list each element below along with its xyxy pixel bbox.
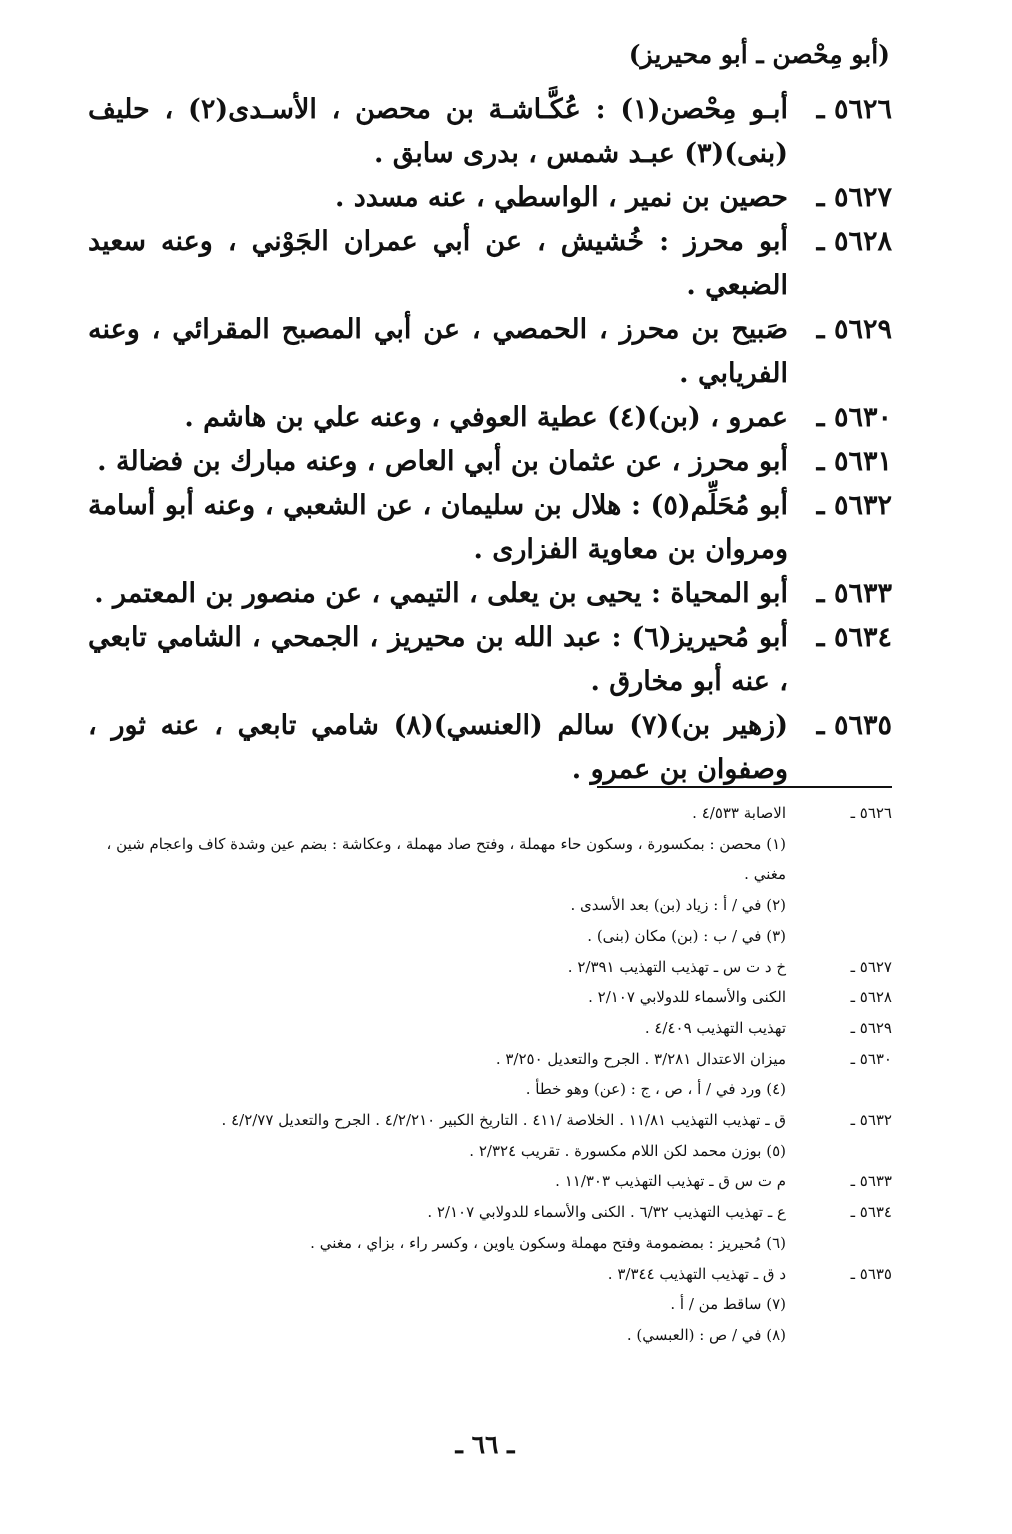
footnote-ref-number: ٥٦٢٧ ـ — [850, 957, 892, 976]
footnote-ref-number: ٥٦٣٢ ـ — [850, 1111, 892, 1130]
entry-text: أبو المحياة : يحيى بن يعلى ، التيمي ، عن منصور بن المعتمر . — [94, 578, 788, 609]
footnote — [84, 1074, 892, 1105]
entry-number: ٥٦٣١ ـ — [816, 446, 892, 477]
footnote — [84, 982, 892, 1013]
footnote — [84, 1105, 892, 1136]
footnote — [84, 1197, 892, 1228]
footnote-text: (٤) ورد في / أ ، ص ، ج : (عن) وهو خطأ . — [525, 1080, 786, 1099]
footnote-ref-number: ٥٦٢٩ ـ — [850, 1018, 892, 1037]
footnote — [84, 798, 892, 829]
entry-text: أبو مُحيريز(٦) : عبد الله بن محيريز ، الجمحي ، الشامي تابعي ، عنه أبو مخارق . — [88, 622, 788, 697]
entry-text: أبو محرز : خُشيش ، عن أبي عمران الجَوْني ، وعنه سعيد الضبعي . — [88, 226, 788, 301]
footnote-text: (١) محصن : بمكسورة ، وسكون حاء مهملة ، وفتح صاد مهملة ، وعكاشة : بضم عين وشدة كاف واعجام شين ، مغني . — [106, 834, 786, 884]
entry-text: (زهير بن)(٧) سالم (العنسي)(٨) شامي تابعي ، عنه ثور ، وصفوان بن عمرو . — [88, 710, 788, 785]
footnote-divider — [597, 786, 892, 788]
footnote-text: ميزان الاعتدال ٣/٢٨١ . الجرح والتعديل ٣/٢٥٠ . — [495, 1049, 786, 1068]
footnote-text: تهذيب التهذيب ٤/٤٠٩ . — [644, 1018, 786, 1037]
entry-number: ٥٦٣٠ ـ — [816, 402, 892, 433]
entry — [88, 176, 892, 220]
footnote — [84, 1166, 892, 1197]
footnote-text: د ق ـ تهذيب التهذيب ٣/٣٤٤ . — [607, 1264, 786, 1283]
entries-list — [88, 88, 892, 792]
entry-number: ٥٦٣٤ ـ — [816, 622, 892, 653]
footnote-text: ع ـ تهذيب التهذيب ٦/٣٢ . الكنى والأسماء للدولابي ٢/١٠٧ . — [427, 1203, 786, 1222]
entry-number: ٥٦٢٨ ـ — [816, 226, 892, 257]
entry-number: ٥٦٣٣ ـ — [816, 578, 892, 609]
footnote-text: (٣) في / ب : (بن) مكان (بنى) . — [587, 926, 786, 945]
entry-text: أبو مُحَلِّم(٥) : هلال بن سليمان ، عن الشعبي ، وعنه أبو أسامة ومروان بن معاوية الفزارى . — [88, 490, 788, 565]
footnote-text: الكنى والأسماء للدولابي ٢/١٠٧ . — [588, 988, 786, 1007]
footnote-ref-number: ٥٦٣٠ ـ — [850, 1049, 892, 1068]
footnote — [84, 1228, 892, 1259]
entry-text: صَبيح بن محرز ، الحمصي ، عن أبي المصبح المقرائي ، وعنه الفريابي . — [88, 314, 788, 389]
footnote-ref-number: ٥٦٣٥ ـ — [850, 1264, 892, 1283]
footnote-text: (٥) بوزن محمد لكن اللام مكسورة . تقريب ٢/٣٢٤ . — [469, 1141, 786, 1160]
footnote-ref-number: ٥٦٢٨ ـ — [850, 988, 892, 1007]
footnote-text: الاصابة ٤/٥٣٣ . — [692, 804, 786, 822]
footnote-text: (٧) ساقط من / أ . — [670, 1295, 786, 1314]
footnote-text: م ت س ق ـ تهذيب التهذيب ١١/٣٠٣ . — [555, 1172, 786, 1191]
entry-text: أبـو مِحْصن(١) : عُكَّـاشـة بن محصن ، الأسـدى(٢) ، حليف (بنى)(٣) عبـد شمس ، بدرى سابق . — [88, 94, 788, 169]
entry-number: ٥٦٢٧ ـ — [816, 182, 892, 213]
entry — [88, 704, 892, 792]
entry-text: عمرو ، (بن)(٤) عطية العوفي ، وعنه علي بن هاشم . — [184, 402, 788, 433]
footnote-text: (٢) في / أ : زياد (بن) بعد الأسدى . — [570, 896, 786, 915]
entry — [88, 572, 892, 616]
footnote-text: (٨) في / ص : (العبسي) . — [626, 1325, 786, 1344]
footnotes-list — [84, 798, 892, 1351]
entry-number: ٥٦٢٦ ـ — [816, 94, 892, 125]
footnote — [84, 952, 892, 983]
entry-number: ٥٦٣٥ ـ — [816, 710, 892, 741]
footnote-ref-number: ٥٦٣٤ ـ — [850, 1203, 892, 1222]
running-head: (أبو مِحْصن ـ أبو محيريز) — [628, 40, 890, 69]
footnote-text: خ د ت س ـ تهذيب التهذيب ٢/٣٩١ . — [567, 957, 786, 976]
footnote-ref-number: ٥٦٣٣ ـ — [850, 1172, 892, 1191]
page-number: ـ ٦٦ ـ — [455, 1430, 515, 1459]
entry — [88, 88, 892, 176]
footnote — [84, 921, 892, 952]
entry — [88, 484, 892, 572]
entry-text: حصين بن نمير ، الواسطي ، عنه مسدد . — [334, 182, 788, 213]
footnote-text: ق ـ تهذيب التهذيب ١١/٨١ . الخلاصة /٤١١ . التاريخ الكبير ٤/٢/٢١٠ . الجرح والتعديل ٤/٢/٧٧ . — [221, 1111, 786, 1130]
footnote — [84, 829, 892, 890]
entry — [88, 308, 892, 396]
entry — [88, 616, 892, 704]
entry-text: أبو محرز ، عن عثمان بن أبي العاص ، وعنه مبارك بن فضالة . — [97, 446, 788, 477]
entry-number: ٥٦٢٩ ـ — [816, 314, 892, 345]
footnote — [84, 1136, 892, 1167]
footnote-text: (٦) مُحيريز : بمضمومة وفتح مهملة وسكون ياوين ، وكسر راء ، بزاي ، مغني . — [310, 1233, 786, 1252]
footnote — [84, 1320, 892, 1351]
footnote — [84, 1289, 892, 1320]
footnote — [84, 890, 892, 921]
footnote — [84, 1044, 892, 1075]
footnote-ref-number: ٥٦٢٦ ـ — [850, 804, 892, 822]
entry — [88, 220, 892, 308]
footnote — [84, 1259, 892, 1290]
footnote — [84, 1013, 892, 1044]
entry — [88, 440, 892, 484]
entry — [88, 396, 892, 440]
entry-number: ٥٦٣٢ ـ — [816, 490, 892, 521]
